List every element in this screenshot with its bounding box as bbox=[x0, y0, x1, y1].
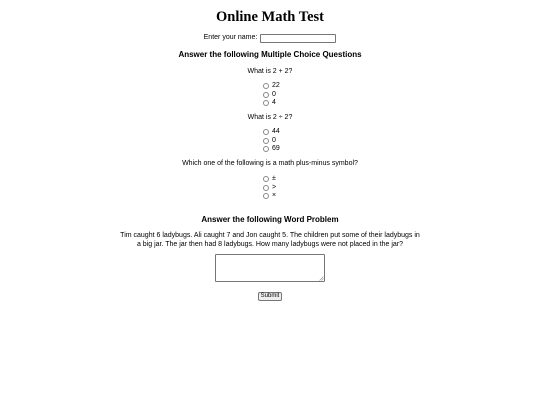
option-label: 22 bbox=[272, 82, 280, 89]
option-label: 69 bbox=[272, 145, 280, 152]
name-input[interactable] bbox=[260, 34, 336, 43]
option-label: 44 bbox=[272, 128, 280, 135]
radio-button[interactable] bbox=[263, 100, 269, 106]
option-label: > bbox=[272, 183, 277, 191]
submit-button[interactable]: Submit bbox=[258, 292, 282, 301]
question-3-option-3[interactable] bbox=[0, 192, 540, 201]
word-problem-heading: Answer the following Word Problem bbox=[201, 215, 339, 224]
question-1-options bbox=[0, 82, 540, 108]
radio-button[interactable] bbox=[263, 129, 269, 135]
question-2-options bbox=[0, 128, 540, 154]
option-label: 0 bbox=[272, 136, 276, 144]
question-1-text: What is 2 + 2? bbox=[247, 68, 293, 75]
question-2-option-3[interactable] bbox=[0, 145, 540, 154]
option-label: 0 bbox=[272, 90, 276, 98]
radio-button[interactable] bbox=[263, 83, 269, 89]
radio-button[interactable] bbox=[263, 185, 269, 191]
question-3-option-1[interactable] bbox=[0, 175, 540, 184]
name-label: Enter your name: bbox=[203, 34, 258, 41]
question-3-options bbox=[0, 175, 540, 201]
name-row bbox=[0, 33, 540, 43]
radio-button[interactable] bbox=[263, 146, 269, 152]
radio-button[interactable] bbox=[263, 92, 269, 98]
radio-button[interactable] bbox=[263, 138, 269, 144]
multiple-choice-heading: Answer the following Multiple Choice Questions bbox=[178, 50, 362, 59]
radio-button[interactable] bbox=[263, 176, 269, 182]
word-problem-text: Tim caught 6 ladybugs. Ali caught 7 and Jon caught 5. The children put some of their ladybugs in a big jar. The jar then had 8 ladybugs. How many ladybugs were not placed in the jar? bbox=[120, 232, 420, 248]
question-2-option-1[interactable] bbox=[0, 128, 540, 137]
question-1-option-2[interactable] bbox=[0, 91, 540, 100]
option-label: × bbox=[272, 192, 277, 199]
page-title: Online Math Test bbox=[216, 9, 324, 25]
question-3-text: Which one of the following is a math plus-minus symbol? bbox=[182, 160, 358, 167]
answer-textarea[interactable] bbox=[215, 254, 325, 282]
question-2-option-2[interactable] bbox=[0, 137, 540, 146]
question-2-text: What is 2 ÷ 2? bbox=[247, 114, 293, 121]
radio-button[interactable] bbox=[263, 193, 269, 199]
option-label: ± bbox=[272, 175, 276, 182]
question-1-option-3[interactable] bbox=[0, 99, 540, 108]
option-label: 4 bbox=[272, 99, 276, 106]
question-3-option-2[interactable] bbox=[0, 184, 540, 193]
question-1-option-1[interactable] bbox=[0, 82, 540, 91]
